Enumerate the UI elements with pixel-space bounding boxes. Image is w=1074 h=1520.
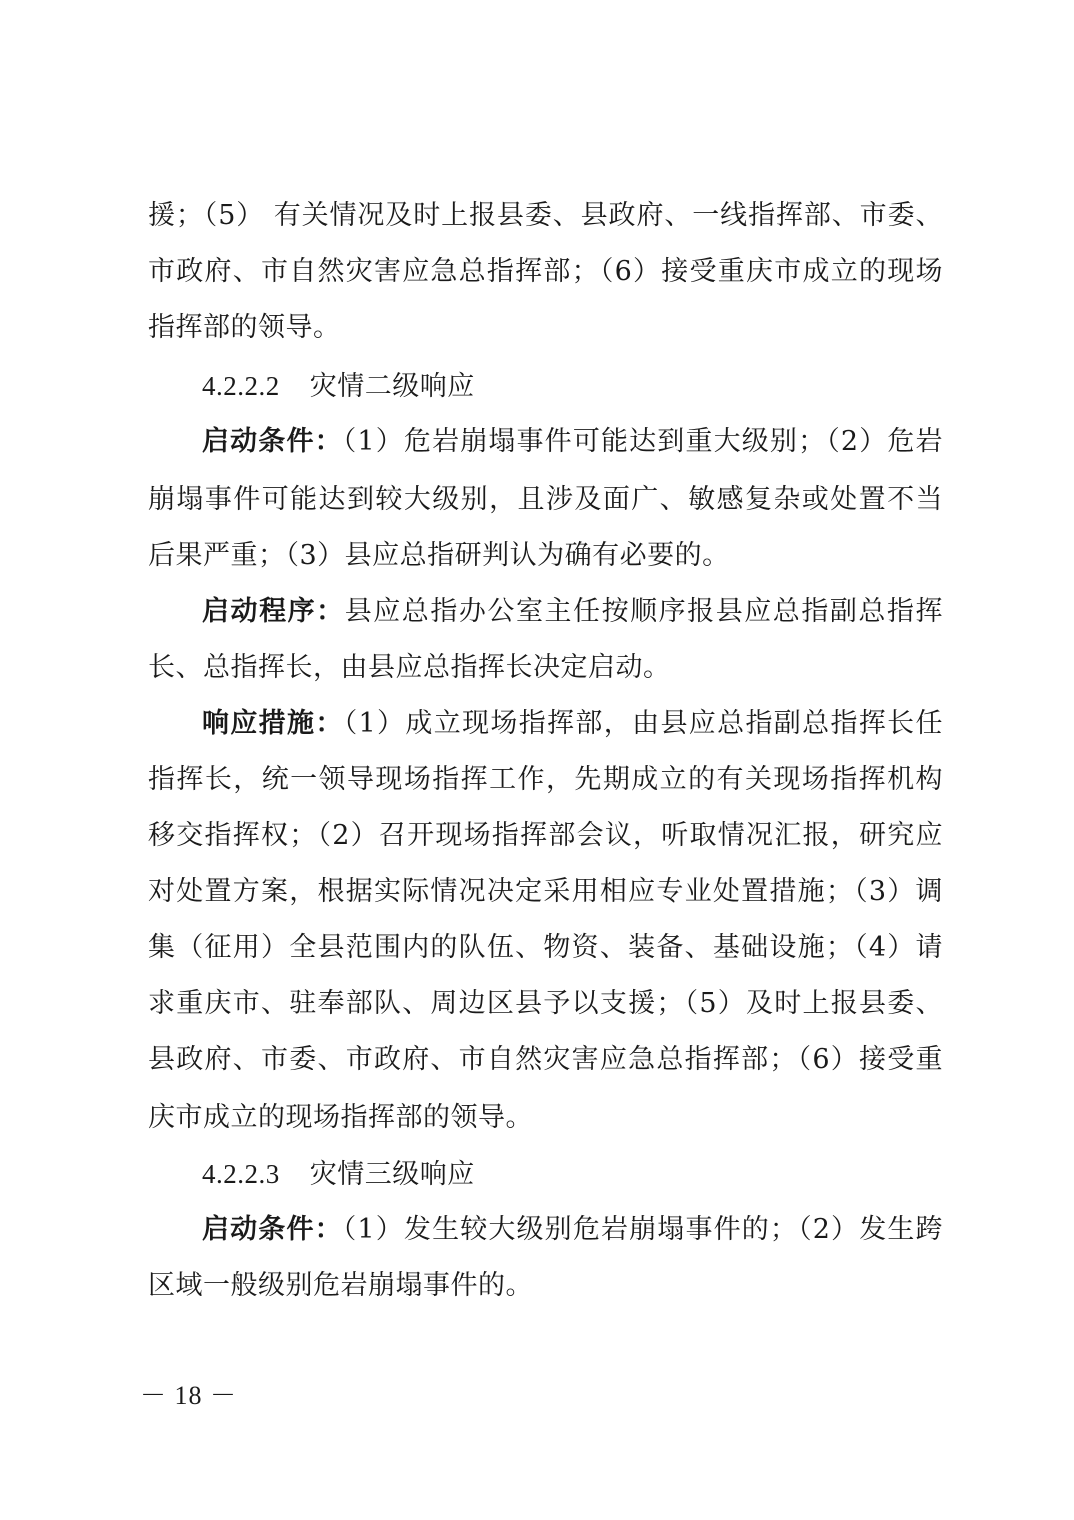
body-text-line: 长、总指挥长，由县应总指挥长决定启动。 [148,652,671,683]
body-text-line: 指挥长，统一领导现场指挥工作，先期成立的有关现场指挥机构 [148,764,943,795]
body-text-line: 县政府、市委、市政府、市自然灾害应急总指挥部；（6）接受重 [148,1044,943,1075]
response-measures-paragraph [202,704,943,744]
body-text-line: 区域一般级别危岩崩塌事件的。 [148,1270,533,1301]
body-text-line: 援；（5） 有关情况及时上报县委、县政府、一线指挥部、市委、 [148,200,943,231]
page-number: － 18 － [140,1381,238,1410]
section-title: 灾情二级响应 [309,371,475,402]
body-text-line: 庆市成立的现场指挥部的领导。 [148,1102,533,1133]
section-heading [202,1154,943,1194]
start-procedure-paragraph [202,592,943,632]
start-procedure-label: 启动程序： [202,596,345,627]
section-number: 4.2.2.2 [202,371,280,401]
body-text: （1）发生较大级别危岩崩塌事件的；（2）发生跨 [342,1214,943,1245]
start-conditions-paragraph [202,1210,943,1250]
start-conditions-label: 启动条件： [202,1214,343,1245]
body-text-line: 崩塌事件可能达到较大级别，且涉及面广、敏感复杂或处置不当 [148,484,943,515]
section-title: 灾情三级响应 [309,1159,475,1190]
body-text-line: 集（征用）全县范围内的队伍、物资、装备、基础设施；（4）请 [148,932,943,963]
body-text-line: 市政府、市自然灾害应急总指挥部；（6）接受重庆市成立的现场 [148,256,943,287]
body-text: （1）成立现场指挥部，由县应总指副总指挥长任 [343,708,943,739]
response-measures-label: 响应措施： [202,708,344,739]
body-text-line: 移交指挥权；（2）召开现场指挥部会议，听取情况汇报，研究应 [148,820,943,851]
section-heading [202,366,943,406]
start-conditions-label: 启动条件： [202,426,343,457]
body-text-line: 后果严重；（3）县应总指研判认为确有必要的。 [148,540,730,571]
section-number: 4.2.2.3 [202,1159,280,1189]
body-text: 县应总指办公室主任按顺序报县应总指副总指挥 [344,596,943,627]
body-text-line: 对处置方案，根据实际情况决定采用相应专业处置措施；（3）调 [148,876,943,907]
body-text: （1）危岩崩塌事件可能达到重大级别；（2）危岩 [342,426,943,457]
body-text-line: 指挥部的领导。 [148,312,341,343]
start-conditions-paragraph [202,422,943,462]
body-text-line: 求重庆市、驻奉部队、周边区县予以支援；（5）及时上报县委、 [148,988,943,1019]
